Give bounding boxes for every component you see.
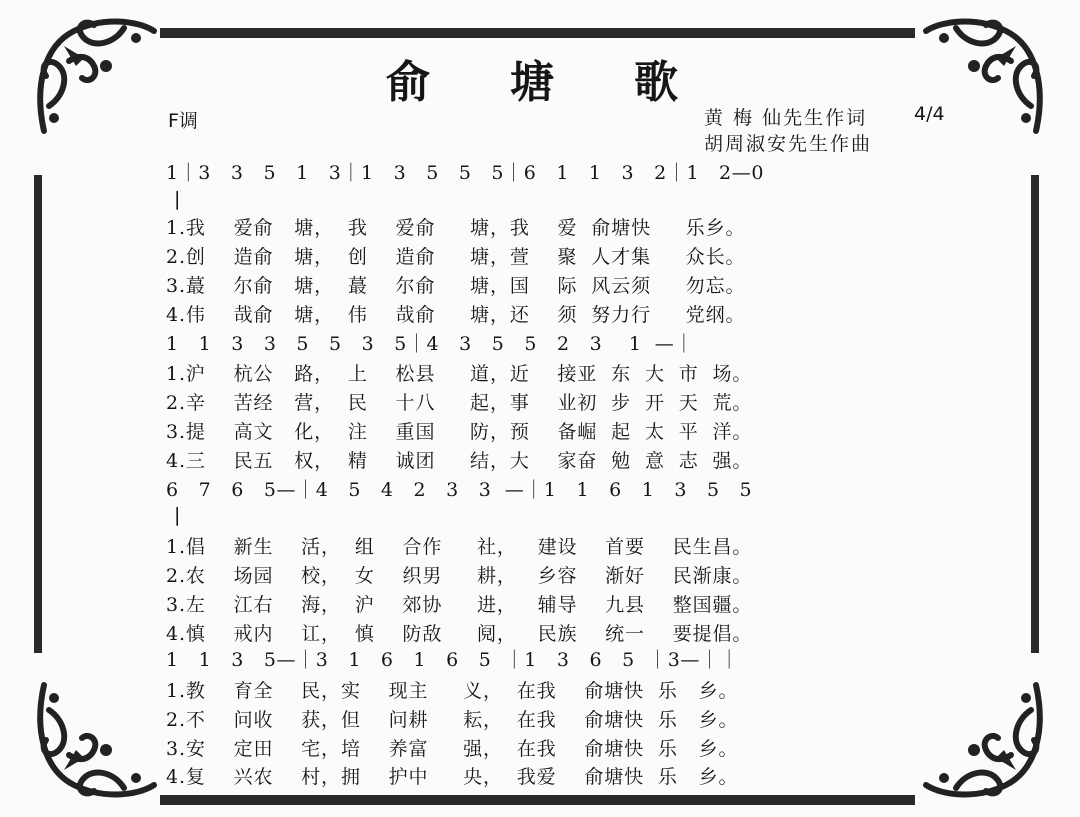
lyric-line: 2.创 造俞 塘， 创 造俞 塘，萱 聚 人才集 众长。 [166,246,746,268]
corner-ornament-top-right [916,6,1056,146]
lyric-line: 4.三 民五 权， 精 诚团 结，大 家奋 勉 意 志 强。 [166,450,753,472]
frame-left-border [34,175,42,653]
lyric-line: 1.教 育全 民，实 现主 义， 在我 俞塘快 乐 乡。 [166,680,739,702]
lyric-line: 2.不 问收 获，但 问耕 耘， 在我 俞塘快 乐 乡。 [166,709,739,731]
song-key: F调 [168,110,198,132]
notation-line-4: 1 1 3 5—｜3 1 6 1 6 5 ｜1 3 6 5 ｜3—｜｜ [166,649,740,671]
lyric-line: 4.复 兴农 村，拥 护中 央， 我爱 俞塘快 乐 乡。 [166,766,739,788]
time-signature: 4/4 [914,103,945,125]
corner-ornament-bottom-right [916,670,1056,810]
lyric-line: 3.左 江右 海， 沪 郊协 进， 辅导 九县 整国疆。 [166,594,753,616]
notation-line-3: 6 7 6 5—｜4 5 4 2 3 3 —｜1 1 6 1 3 5 5 [166,479,753,501]
frame-right-border [1031,175,1039,653]
notation-line-3-continuation: | [174,504,181,526]
lyricist-credit: 黄 梅 仙先生作词 [704,107,868,129]
lyric-line: 3.蕞 尔俞 塘， 蕞 尔俞 塘，国 际 风云须 勿忘。 [166,275,746,297]
lyric-line: 4.伟 哉俞 塘， 伟 哉俞 塘，还 须 努力行 党纲。 [166,304,746,326]
corner-ornament-top-left [24,6,164,146]
frame-top-border [160,28,915,38]
lyric-line: 3.安 定田 宅，培 养富 强， 在我 俞塘快 乐 乡。 [166,738,739,760]
corner-ornament-bottom-left [24,670,164,810]
lyric-line: 2.辛 苦经 营， 民 十八 起，事 业初 步 开 天 荒。 [166,392,753,414]
lyric-line: 2.农 场园 校， 女 织男 耕， 乡容 渐好 民渐康。 [166,565,753,587]
lyric-line: 3.提 高文 化， 注 重国 防，预 备崛 起 太 平 洋。 [166,421,753,443]
notation-line-2: 1 1 3 3 5 5 3 5｜4 3 5 5 2 3 1 —｜ [166,333,694,355]
notation-line-1: 1｜3 3 5 1 3｜1 3 5 5 5｜6 1 1 3 2｜1 2—0 [166,162,765,184]
composer-credit: 胡周淑安先生作曲 [704,133,873,155]
lyric-line: 1.我 爱俞 塘， 我 爱俞 塘，我 爱 俞塘快 乐乡。 [166,217,746,239]
lyric-line: 1.倡 新生 活， 组 合作 社， 建设 首要 民生昌。 [166,536,753,558]
lyric-line: 4.慎 戒内 讧， 慎 防敌 阋， 民族 统一 要提倡。 [166,623,753,645]
frame-bottom-border [160,795,915,805]
notation-line-1-continuation: | [174,188,181,210]
lyric-line: 1.沪 杭公 路， 上 松县 道，近 接亚 东 大 市 场。 [166,363,753,385]
song-title: 俞塘歌 [386,57,758,108]
